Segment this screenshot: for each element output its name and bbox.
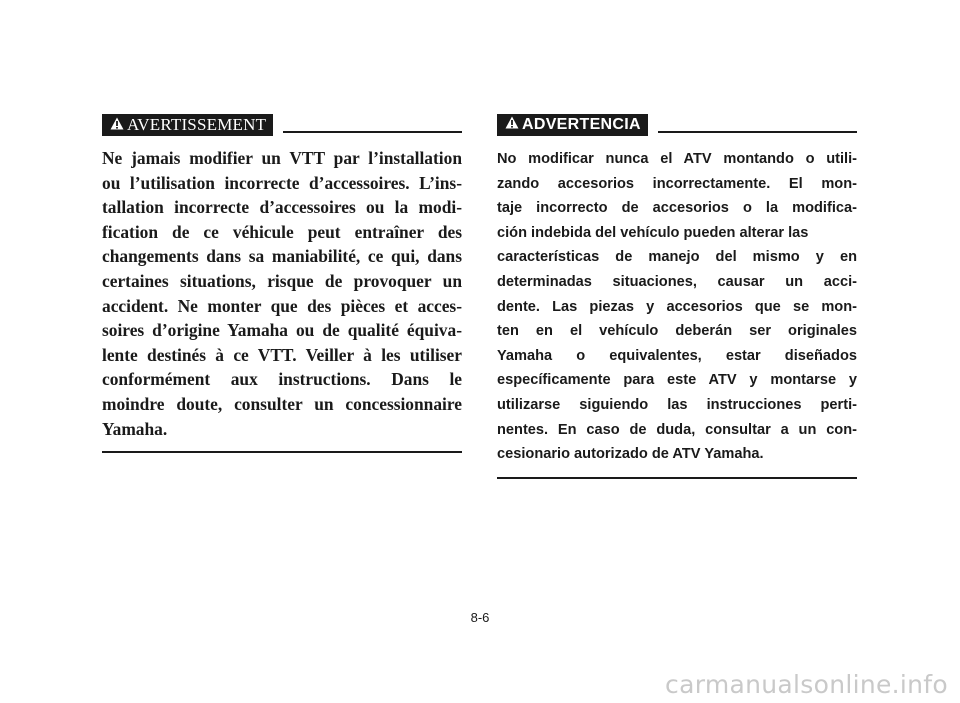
page-number: 8-6 (470, 610, 490, 625)
text-line: determinadas situaciones, causar un acci- (497, 273, 857, 290)
text-line: changements dans sa maniabilité, ce qui, dans (102, 246, 462, 267)
warning-text (497, 147, 857, 467)
text-line: soires d’origine Yamaha ou de qualité équiva- (102, 320, 462, 341)
warning-triangle-icon (110, 115, 124, 135)
warning-block-spanish (497, 112, 857, 479)
text-line: taje incorrecto de accesorios o la modifica- (497, 200, 857, 217)
header-rule (283, 131, 462, 133)
warning-badge-label: AVERTISSEMENT (127, 115, 267, 134)
text-line: lente destinés à ce VTT. Veiller à les utiliser (102, 344, 462, 365)
text-line: Yamaha o equivalentes, estar diseñados (497, 347, 857, 364)
warning-block-french (102, 112, 462, 453)
text-line: ou l’utilisation incorrecte d’accessoires. L’ins- (102, 172, 462, 193)
text-line: zando accesorios incorrectamente. El mon- (497, 175, 857, 192)
text-line: moindre doute, consulter un concessionnaire (102, 393, 462, 414)
warning-badge-label: ADVERTENCIA (522, 116, 641, 133)
watermark: carmanualsonline.info (665, 670, 948, 699)
text-line: fication de ce véhicule peut entraîner des (102, 221, 462, 242)
text-line: ten en el vehículo deberán ser originales (497, 323, 857, 340)
warning-badge (497, 114, 648, 136)
text-line: Ne jamais modifier un VTT par l’installation (102, 148, 462, 168)
end-rule (102, 451, 462, 453)
text-line: ción indebida del vehículo pueden alterar las (497, 224, 809, 241)
warning-text (102, 146, 462, 441)
end-rule (497, 477, 857, 479)
warning-header (497, 112, 857, 138)
text-line: dente. Las piezas y accesorios que se mon- (497, 298, 857, 315)
text-line: utilizarse siguiendo las instrucciones perti- (497, 396, 857, 413)
text-line: accident. Ne monter que des pièces et acces- (102, 295, 462, 316)
text-line: certaines situations, risque de provoquer un (102, 270, 462, 291)
text-line: cesionario autorizado de ATV Yamaha. (497, 446, 764, 463)
text-line: nentes. En caso de duda, consultar a un con- (497, 421, 857, 438)
text-line: conformément aux instructions. Dans le (102, 369, 462, 390)
warning-triangle-icon (505, 116, 519, 134)
text-line: características de manejo del mismo y en (497, 249, 857, 266)
header-rule (658, 131, 857, 133)
warning-header (102, 112, 462, 138)
warning-badge (102, 114, 273, 136)
text-line: tallation incorrecte d’accessoires ou la modi- (102, 197, 462, 218)
text-line: específicamente para este ATV y montarse y (497, 372, 857, 389)
text-line: Yamaha. (102, 418, 168, 439)
text-line: No modificar nunca el ATV montando o utili- (497, 151, 857, 167)
